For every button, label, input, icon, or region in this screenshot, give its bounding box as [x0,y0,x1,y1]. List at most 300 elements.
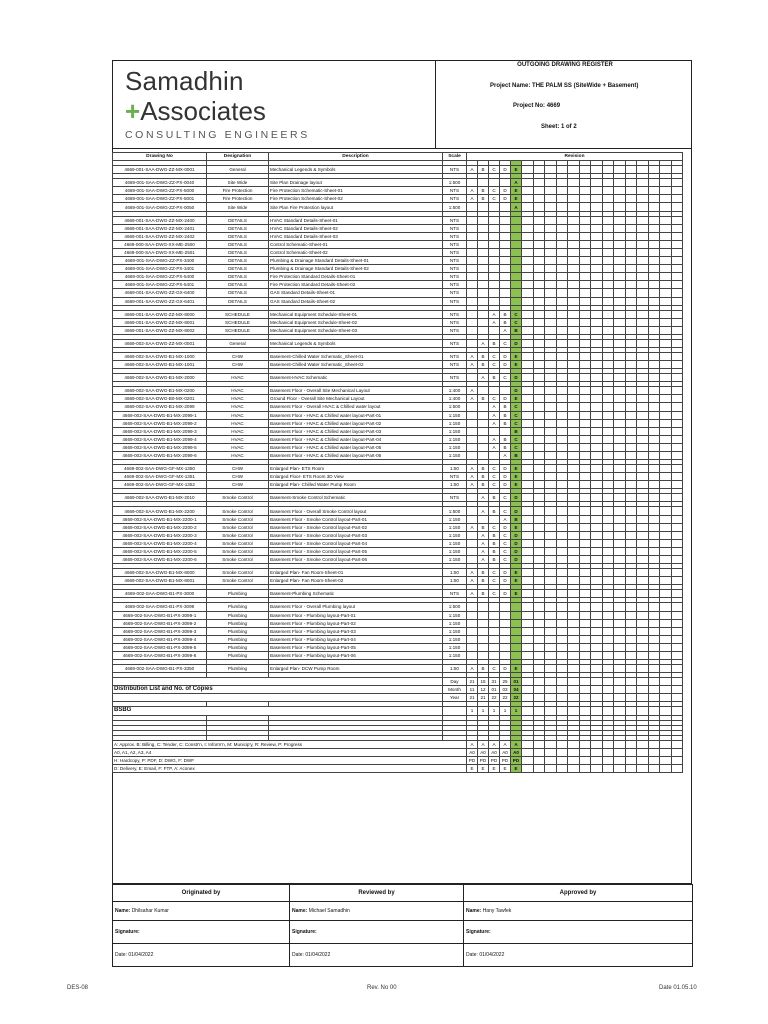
rev-d-cell [500,289,511,297]
logo-plus: + [125,96,141,126]
table-row [113,523,683,531]
empty-cell [556,569,568,577]
empty-cell [637,387,649,395]
empty-cell [568,310,580,318]
empty-cell [545,569,557,577]
rev-d-cell [500,281,511,289]
empty-cell [579,569,591,577]
empty-cell [556,187,568,195]
empty-cell [648,627,660,635]
empty-cell [568,248,580,256]
empty-cell [671,179,683,187]
empty-cell [602,452,614,460]
empty-cell [648,539,660,547]
empty-cell [568,494,580,502]
empty-cell [602,523,614,531]
empty-cell [522,665,534,673]
empty-cell [637,427,649,435]
empty-cell [545,289,557,297]
empty-cell [522,374,534,382]
empty-cell [637,352,649,360]
designation-cell: DETAILS [207,216,269,224]
empty-cell [625,603,637,611]
empty-cell [591,427,603,435]
rev-e-cell: B [511,427,522,435]
header-rule [112,148,692,149]
distribution-row [113,686,683,694]
empty-cell [648,619,660,627]
signature-label: Signature: [115,929,140,935]
description-cell: Plumbing & Drainage Standard Details-Sheet-01 [269,257,443,265]
empty-cell [568,361,580,369]
empty-cell [545,248,557,256]
empty-cell [602,318,614,326]
rev-c-cell [489,232,500,240]
empty-cell [602,352,614,360]
empty-cell [625,387,637,395]
rev-b-cell [478,310,489,318]
drawing-no-cell: 4669-001-SAA-DWG-ZZ-PX-3401 [113,265,207,273]
designation-cell: Smoke Control [207,547,269,555]
scale-cell: NTS [443,281,467,289]
empty-cell [533,756,545,764]
table-row [113,195,683,203]
empty-cell [591,473,603,481]
empty-cell [533,326,545,334]
empty-cell [671,403,683,411]
empty-cell [522,756,534,764]
code-value-cell: E [489,764,500,772]
code-value-cell: A0 [467,748,478,756]
empty-cell [614,740,626,748]
empty-cell [579,427,591,435]
empty-cell [568,547,580,555]
empty-cell [602,361,614,369]
empty-cell [614,326,626,334]
empty-cell [522,569,534,577]
empty-cell [648,427,660,435]
empty-cell [556,756,568,764]
table-row [113,387,683,395]
rev-date-value: 01/04/2022 [305,952,331,958]
empty-cell [568,740,580,748]
description-cell: Ground Floor - Overall Site Mechanical Layout [269,395,443,403]
empty-cell [556,265,568,273]
empty-cell [533,297,545,305]
rev-b-cell [478,216,489,224]
empty-cell [637,611,649,619]
rev-a-cell [467,531,478,539]
empty-cell [556,257,568,265]
empty-cell [625,248,637,256]
empty-cell [602,611,614,619]
header-description: Description [269,153,443,161]
description-cell: Basement Floor - Plumbing layout-Part-01 [269,611,443,619]
empty-cell [614,310,626,318]
empty-cell [614,318,626,326]
empty-cell [637,627,649,635]
empty-cell [625,443,637,451]
empty-cell [648,318,660,326]
code-value-cell: PD [511,756,522,764]
rev-c-cell [489,603,500,611]
code-legend-row [113,740,683,748]
code-value-cell: PD [489,756,500,764]
empty-cell [660,248,672,256]
rev-a-cell: A [467,387,478,395]
empty-cell [522,481,534,489]
table-row [113,265,683,273]
empty-cell [545,361,557,369]
empty-cell [579,361,591,369]
empty-cell [660,473,672,481]
scale-cell: NTS [443,240,467,248]
empty-cell [602,764,614,772]
rev-d-cell: B [500,443,511,451]
empty-cell [591,297,603,305]
empty-cell [602,166,614,174]
empty-cell [568,465,580,473]
empty-cell [648,395,660,403]
empty-cell [648,374,660,382]
rev-d-cell: D [500,473,511,481]
empty-cell [602,686,614,694]
empty-cell [556,515,568,523]
empty-cell [614,395,626,403]
empty-cell [568,265,580,273]
table-row [113,569,683,577]
rev-d-cell: B [500,403,511,411]
empty-cell [591,179,603,187]
scale-cell: 1:500 [443,603,467,611]
empty-cell [637,531,649,539]
empty-cell [579,590,591,598]
scale-cell: NTS [443,166,467,174]
empty-cell [522,273,534,281]
scale-cell: NTS [443,374,467,382]
empty-cell [614,232,626,240]
empty-cell [660,289,672,297]
empty-cell [648,694,660,702]
table-row [113,473,683,481]
rev-a-cell [467,427,478,435]
rev-e-cell [511,289,522,297]
empty-cell [533,635,545,643]
rev-a-cell [467,435,478,443]
empty-cell [660,203,672,211]
rev-b-cell [478,635,489,643]
rev-b-cell: B [478,465,489,473]
designation-cell: HVAC [207,419,269,427]
table-row [113,179,683,187]
empty-cell [533,531,545,539]
empty-cell [522,166,534,174]
rev-b-cell [478,203,489,211]
date-label-cell: Month [443,686,467,694]
empty-cell [522,678,534,686]
designation-cell: Site Wide [207,179,269,187]
scale-cell: NTS [443,248,467,256]
rev-b-cell [478,318,489,326]
rev-d-cell [500,240,511,248]
rev-e-cell [511,224,522,232]
empty-cell [545,326,557,334]
empty-cell [545,651,557,659]
empty-cell [625,326,637,334]
empty-cell [591,452,603,460]
form-code: DES-08 [67,985,89,991]
empty-cell [648,507,660,515]
rev-e-cell: D [511,507,522,515]
empty-cell [533,166,545,174]
scale-cell: NTS [443,232,467,240]
empty-cell [660,427,672,435]
empty-cell [556,651,568,659]
empty-cell [602,326,614,334]
date-value-cell: 1 [478,707,489,715]
empty-cell [533,686,545,694]
scale-cell: NTS [443,494,467,502]
designation-cell: Site Wide [207,203,269,211]
rev-d-cell: D [500,665,511,673]
empty-cell [671,507,683,515]
rev-a-cell: A [467,481,478,489]
description-cell: Site Plan Fire Protection layout [269,203,443,211]
empty-cell [648,326,660,334]
empty-cell [671,748,683,756]
empty-cell [614,556,626,564]
empty-cell [648,651,660,659]
table-row [113,374,683,382]
empty-cell [637,339,649,347]
empty-cell [625,427,637,435]
rev-d-cell: D [500,465,511,473]
date-value-cell: 12 [478,686,489,694]
designation-cell: DETAILS [207,265,269,273]
empty-cell [591,507,603,515]
empty-cell [637,195,649,203]
empty-cell [671,590,683,598]
empty-cell [648,240,660,248]
empty-cell [568,756,580,764]
rev-d-cell: D [500,395,511,403]
empty-cell [637,635,649,643]
table-row [113,651,683,659]
empty-cell [648,756,660,764]
empty-cell [614,635,626,643]
empty-cell [625,707,637,715]
drawing-no-cell: 4669-002-SAA-DWG-B1-PX-3099-2 [113,619,207,627]
rev-d-cell: B [500,318,511,326]
empty-cell [614,686,626,694]
empty-cell [614,665,626,673]
empty-cell [637,651,649,659]
empty-cell [568,187,580,195]
empty-cell [556,547,568,555]
rev-e-cell: E [511,465,522,473]
empty-cell [579,187,591,195]
empty-cell [556,481,568,489]
drawing-no-cell: 4669-000-SAA-DWG-XX-ME-2501 [113,248,207,256]
empty-cell [625,611,637,619]
empty-cell [637,481,649,489]
empty-cell [556,694,568,702]
empty-cell [556,374,568,382]
empty-cell [568,539,580,547]
empty-cell [533,257,545,265]
description-cell: Enlarged Plan- ETS Room [269,465,443,473]
empty-cell [556,678,568,686]
designation-cell: HVAC [207,395,269,403]
designation-cell: HVAC [207,374,269,382]
table-row [113,403,683,411]
empty-cell [602,273,614,281]
rev-e-cell [511,240,522,248]
empty-cell [625,257,637,265]
rev-e-cell: D [511,494,522,502]
table-row [113,395,683,403]
empty-cell [637,203,649,211]
empty-cell [545,427,557,435]
code-value-cell: A [500,740,511,748]
empty-cell [602,643,614,651]
rev-a-cell [467,643,478,651]
empty-cell [637,411,649,419]
empty-cell [671,374,683,382]
empty-cell [660,240,672,248]
empty-cell [671,686,683,694]
empty-cell [591,748,603,756]
empty-cell [591,707,603,715]
empty-cell [614,403,626,411]
empty-cell [545,507,557,515]
empty-cell [556,473,568,481]
empty-cell [522,740,534,748]
drawing-no-cell: 4669-002-SAA-DWG-B1-PX-3099-6 [113,651,207,659]
empty-cell [556,203,568,211]
empty-cell [556,627,568,635]
empty-cell [660,756,672,764]
empty-cell [591,281,603,289]
empty-cell [556,326,568,334]
empty-cell [533,387,545,395]
designation-cell: Plumbing [207,643,269,651]
empty-cell [671,523,683,531]
empty-cell [568,443,580,451]
empty-cell [614,411,626,419]
empty-cell [556,318,568,326]
drawing-no-cell: 4669-001-SAA-DWG-ZZ-GX-6400 [113,289,207,297]
originator-value: Dhilsahar Kumar [131,908,169,914]
empty-cell [545,179,557,187]
empty-cell [568,452,580,460]
rev-e-cell [511,627,522,635]
empty-cell [533,318,545,326]
empty-cell [545,339,557,347]
empty-cell [591,289,603,297]
empty-cell [637,740,649,748]
empty-cell [545,216,557,224]
empty-cell [671,257,683,265]
empty-cell [602,756,614,764]
rev-e-cell: E [511,473,522,481]
empty-cell [579,515,591,523]
designation-cell: Fire Protection [207,187,269,195]
empty-cell [556,403,568,411]
empty-cell [522,515,534,523]
empty-cell [591,686,603,694]
date-value-cell: 22 [489,694,500,702]
empty-cell [533,611,545,619]
rev-d-cell: B [500,435,511,443]
description-cell: Fire Protection Schematic-Sheet-02 [269,195,443,203]
empty-cell [533,556,545,564]
designation-cell: SCHEDULE [207,318,269,326]
empty-cell [579,232,591,240]
designation-cell: Smoke Control [207,531,269,539]
empty-cell [522,387,534,395]
rev-e-cell [511,216,522,224]
empty-cell [522,427,534,435]
rev-b-cell [478,248,489,256]
empty-cell [660,635,672,643]
empty-cell [533,764,545,772]
empty-cell [556,686,568,694]
empty-cell [591,257,603,265]
empty-cell [660,187,672,195]
designation-cell: HVAC [207,387,269,395]
drawing-no-cell: 4669-002-SAA-DWG-B1-MX-2000 [113,374,207,382]
drawing-no-cell: 4669-002-SAA-DWG-GF-MX-1351 [113,473,207,481]
table-row [113,411,683,419]
description-cell: Basement Floor - Plumbing layout-Part-03 [269,627,443,635]
rev-a-cell: A [467,187,478,195]
reviewer-name [290,902,464,921]
rev-a-cell [467,651,478,659]
empty-cell [591,694,603,702]
empty-cell [614,352,626,360]
rev-d-cell [500,203,511,211]
rev-d-cell: B [500,411,511,419]
empty-cell [591,216,603,224]
empty-cell [579,443,591,451]
empty-cell [533,740,545,748]
empty-cell [591,523,603,531]
empty-cell [533,547,545,555]
date-value-cell: 11 [467,686,478,694]
empty-cell [614,273,626,281]
sheet-value: 1 of 2 [561,124,577,130]
rev-b-cell [478,603,489,611]
empty-cell [671,443,683,451]
rev-e-cell [511,643,522,651]
empty-cell [614,523,626,531]
empty-cell [614,195,626,203]
rev-a-cell: A [467,569,478,577]
rev-c-cell [489,240,500,248]
header-drawing-no: Drawing No [113,153,207,161]
revision-number: Rev. No 00 [367,985,397,991]
empty-cell [614,748,626,756]
empty-cell [637,756,649,764]
description-cell: HVAC Standard Details-Sheet-02 [269,224,443,232]
empty-cell [614,619,626,627]
empty-cell [556,465,568,473]
code-value-cell: E [478,764,489,772]
empty-cell [579,395,591,403]
empty-cell [579,494,591,502]
drawing-no-cell: 4669-002-SAA-DWG-B1-MX-2099-2 [113,419,207,427]
